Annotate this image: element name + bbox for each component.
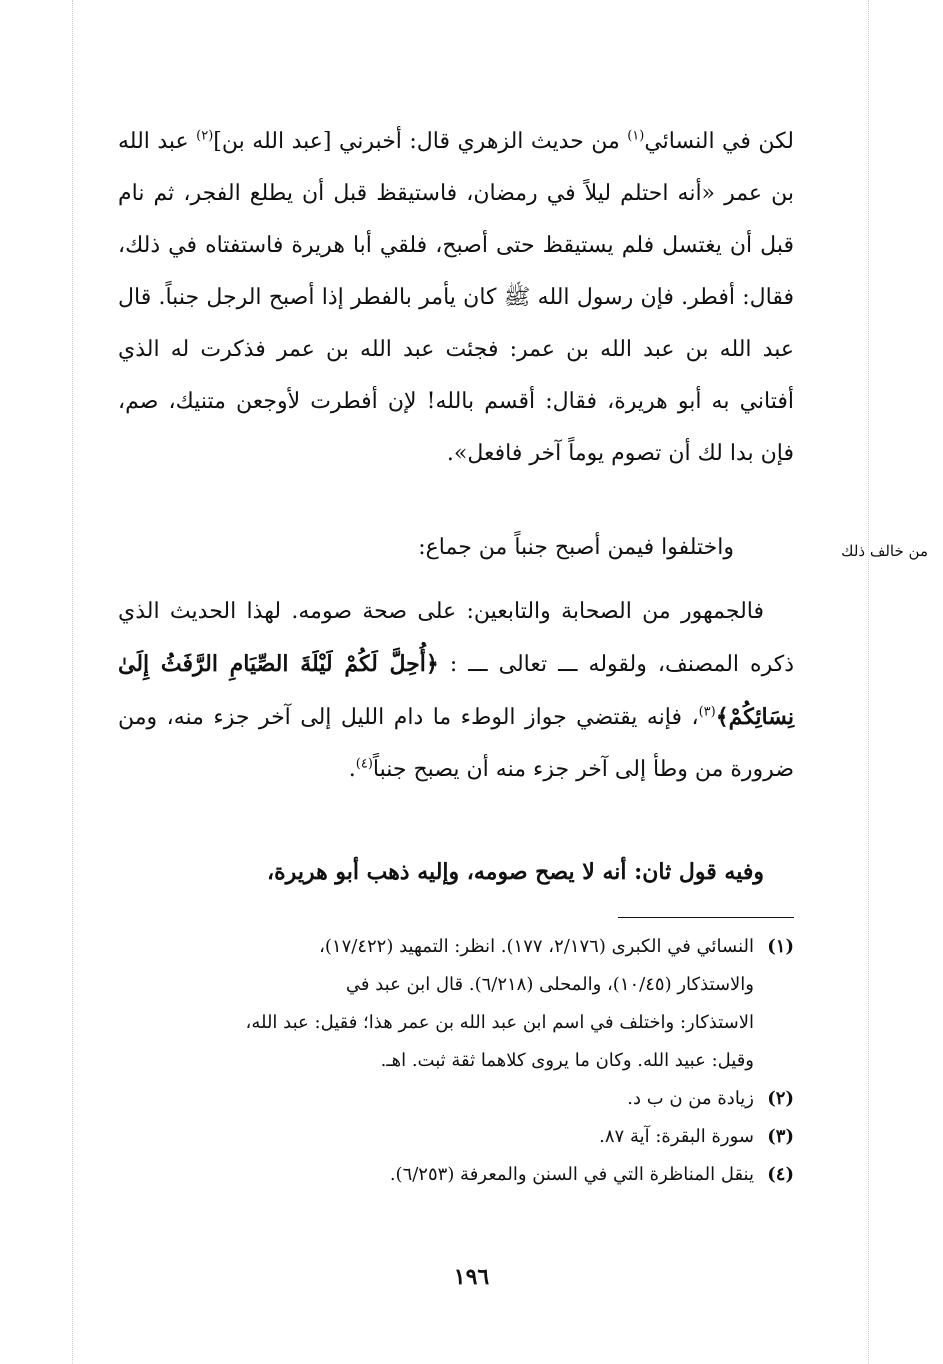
footnote-number: (٤) (767, 1164, 794, 1185)
para3-text-1: فالجمهور من الصحابة والتابعين: على صحة صومه. لهذا الحديث الذي ذكره المصنف، ولقوله ـــ تعالى ـــ : (118, 599, 794, 677)
para1-text-1: لكن في النسائي (644, 129, 794, 154)
margin-note: من خالف ذلك (841, 542, 928, 560)
paragraph-hadith (118, 116, 794, 480)
footnote-text (118, 1080, 754, 1118)
footnote-1 (118, 928, 794, 1080)
footnote-ref-2[interactable]: (٢) (196, 128, 214, 144)
footnote-divider (618, 917, 794, 918)
paragraph-majority-view (118, 586, 794, 796)
page-number: ١٩٦ (453, 1264, 490, 1290)
footnote-line: الاستذكار: واختلف في اسم ابن عبد الله بن عمر هذا؛ فقيل: عبد الله، (245, 1012, 754, 1033)
footnote-ref-4[interactable]: (٤) (355, 756, 373, 772)
footnote-line: سورة البقرة: آية ٨٧. (599, 1126, 754, 1147)
footnote-number: (١) (767, 936, 794, 957)
paragraph-second-opinion: وفيه قول ثان: أنه لا يصح صومه، وإليه ذهب أبو هريرة، (267, 859, 764, 885)
footnote-3 (118, 1118, 794, 1156)
footnote-ref-1[interactable]: (١) (627, 128, 645, 144)
footnotes (118, 928, 794, 1194)
footnote-text (118, 1156, 754, 1194)
footnote-line: ينقل المناظرة التي في السنن والمعرفة (٦/٢٥٣). (389, 1164, 754, 1185)
footnote-number: (٣) (767, 1126, 794, 1147)
scan-guide-line (868, 0, 869, 1364)
quran-verse: ﴿أُحِلَّ لَكُمْ لَيْلَةَ الصِّيَامِ الرَّفَثُ إِلَىٰ نِسَائِكُمْ﴾ (118, 651, 794, 730)
para1-text-2: من حديث الزهري قال: أخبرني [عبد الله بن] (213, 129, 628, 154)
para1-text-3: عبد الله بن عمر «أنه احتلم ليلاً في رمضان، فاستيقظ قبل أن يطلع الفجر، ثم نام قبل أن يغتسل فلم يستيقظ حتى أصبح، فلقي أبا هريرة فاستفتاه في ذلك، فقال: أفطر. فإن رسول الله ﷺ كان يأمر بالفطر إذا أصبح الرجل جنباً. قال عبد الله بن عبد الله بن عمر: فجئت عبد الله بن عمر فذكرت له الذي أفتاني به أبو هريرة، فقال: أقسم بالله! لإن أفطرت لأوجعن متنيك، صم، فإن بدا لك أن تصوم يوماً آخر فافعل». (118, 129, 794, 466)
footnote-ref-3[interactable]: (٣) (698, 704, 716, 720)
footnote-line: وقيل: عبيد الله. وكان ما يروى كلاهما ثقة ثبت. اهـ. (380, 1050, 754, 1071)
paragraph-disagreement: واختلفوا فيمن أصبح جنباً من جماع: (418, 535, 734, 560)
footnote-line: زيادة من ن ب د. (627, 1088, 754, 1109)
footnote-2 (118, 1080, 794, 1118)
footnote-number: (٢) (767, 1088, 794, 1109)
para3-text-2: ، فإنه يقتضي جواز الوطء ما دام الليل إلى آخر جزء منه، ومن ضرورة من وطأ إلى آخر جزء منه أن يصبح جنباً (118, 705, 794, 782)
footnote-text (118, 1118, 754, 1156)
para3-text-3: . (348, 757, 356, 782)
scan-guide-line (72, 0, 73, 1364)
footnote-4 (118, 1156, 794, 1194)
footnote-line: النسائي في الكبرى (٢/١٧٦، ١٧٧). انظر: التمهيد (١٧/٤٢٢)، (319, 936, 754, 957)
footnote-line: والاستذكار (١٠/٤٥)، والمحلى (٦/٢١٨). قال ابن عبد في (345, 974, 754, 995)
footnote-text (118, 928, 754, 1080)
